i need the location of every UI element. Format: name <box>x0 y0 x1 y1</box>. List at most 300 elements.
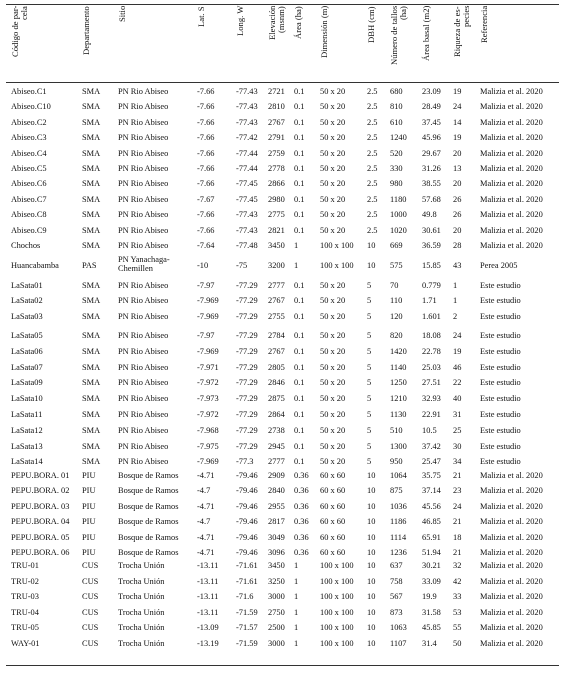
cell-department: SMA <box>82 194 101 204</box>
cell-lat: -7.973 <box>197 394 219 404</box>
cell-stem-count: 1300 <box>390 441 407 451</box>
table-row <box>0 311 567 325</box>
cell-elevation: 2791 <box>268 133 285 143</box>
cell-department: SMA <box>82 241 101 250</box>
table-row <box>0 346 567 360</box>
cell-plot-code: LaSata02 <box>11 296 43 306</box>
cell-basal-area: 25.03 <box>422 362 441 372</box>
cell-dbh: 2.5 <box>367 179 378 189</box>
cell-basal-area: 1.71 <box>422 296 437 306</box>
cell-dimension: 60 x 60 <box>320 471 346 480</box>
header-label: Riqueza de es- pecies <box>452 6 471 57</box>
cell-elevation: 2767 <box>268 346 285 356</box>
cell-reference: Malizia et al. 2020 <box>480 576 543 586</box>
cell-dbh: 10 <box>367 471 376 480</box>
table-row <box>0 409 567 423</box>
cell-plot-code: LaSata06 <box>11 346 43 356</box>
cell-basal-area: 31.26 <box>422 164 441 173</box>
cell-basal-area: 46.85 <box>422 517 441 527</box>
cell-species-richness: 18 <box>453 532 462 542</box>
cell-reference: Malizia et al. 2020 <box>480 148 543 158</box>
cell-elevation: 3000 <box>268 639 285 648</box>
cell-basal-area: 57.68 <box>422 194 441 204</box>
cell-department: SMA <box>82 394 101 404</box>
cell-site: PN Rio Abiseo <box>118 394 169 404</box>
cell-species-richness: 20 <box>453 148 462 158</box>
cell-plot-code: Huancabamba <box>11 261 59 270</box>
cell-stem-count: 330 <box>390 164 403 173</box>
cell-lat: -4.71 <box>197 501 215 511</box>
cell-reference: Malizia et al. 2020 <box>480 471 543 480</box>
cell-department: PIU <box>82 501 96 511</box>
cell-department: SMA <box>82 346 101 356</box>
cell-long: -71.59 <box>236 639 258 648</box>
table-row <box>0 86 567 100</box>
cell-stem-count: 520 <box>390 148 403 158</box>
cell-long: -71.57 <box>236 623 258 633</box>
cell-dimension: 100 x 100 <box>320 592 354 602</box>
cell-species-richness: 33 <box>453 592 462 602</box>
cell-basal-area: 18.08 <box>422 331 441 340</box>
cell-site: Bosque de Ramos <box>118 548 179 557</box>
cell-site: PN Rio Abiseo <box>118 281 169 290</box>
cell-dimension: 50 x 20 <box>320 179 346 189</box>
table-row <box>0 560 567 574</box>
cell-basal-area: 49.8 <box>422 210 437 220</box>
cell-plot-code: PEPU.BORA. 02 <box>11 486 70 496</box>
cell-department: SMA <box>82 296 101 306</box>
cell-site: PN Rio Abiseo <box>118 425 169 435</box>
cell-site: PN Rio Abiseo <box>118 346 169 356</box>
header-elevation <box>268 6 286 86</box>
cell-species-richness: 24 <box>453 501 462 511</box>
cell-species-richness: 30 <box>453 441 462 451</box>
header-dbh <box>367 6 385 86</box>
cell-department: SMA <box>82 117 101 127</box>
cell-dimension: 60 x 60 <box>320 532 346 542</box>
cell-species-richness: 19 <box>453 346 462 356</box>
cell-dimension: 60 x 60 <box>320 486 346 496</box>
cell-plot-code: LaSata11 <box>11 410 43 419</box>
cell-basal-area: 0.779 <box>422 281 441 290</box>
table-row <box>0 532 567 546</box>
cell-plot-code: Abiseo.C7 <box>11 194 47 204</box>
table-row <box>0 163 567 177</box>
cell-species-richness: 1 <box>453 296 458 306</box>
cell-lat: -10 <box>197 261 209 270</box>
cell-reference: Malizia et al. 2020 <box>480 241 543 250</box>
cell-species-richness: 32 <box>453 561 462 570</box>
cell-stem-count: 1186 <box>390 517 407 527</box>
cell-lat: -7.97 <box>197 281 215 290</box>
cell-lat: -13.11 <box>197 607 219 617</box>
cell-stem-count: 1140 <box>390 362 407 372</box>
table-row <box>0 393 567 407</box>
cell-area: 0.1 <box>294 148 305 158</box>
cell-dimension: 100 x 100 <box>320 241 354 250</box>
cell-elevation: 2866 <box>268 179 285 189</box>
header-species-richness <box>453 6 471 86</box>
cell-basal-area: 1.601 <box>422 311 441 321</box>
cell-lat: -13.19 <box>197 639 219 648</box>
cell-elevation: 2945 <box>268 441 285 451</box>
cell-reference: Malizia et al. 2020 <box>480 639 543 648</box>
cell-dimension: 50 x 20 <box>320 457 346 467</box>
cell-site: PN Rio Abiseo <box>118 87 169 96</box>
cell-basal-area: 23.09 <box>422 87 441 96</box>
cell-species-richness: 34 <box>453 457 462 467</box>
cell-department: SMA <box>82 102 101 112</box>
cell-area: 0.1 <box>294 457 305 467</box>
cell-dbh: 2.5 <box>367 164 378 173</box>
cell-basal-area: 32.93 <box>422 394 441 404</box>
cell-site: Trocha Unión <box>118 561 165 570</box>
cell-site: Trocha Unión <box>118 639 165 648</box>
cell-species-richness: 53 <box>453 607 462 617</box>
cell-area: 0.1 <box>294 296 305 306</box>
cell-dbh: 2.5 <box>367 148 378 158</box>
cell-stem-count: 980 <box>390 179 403 189</box>
cell-lat: -7.969 <box>197 346 219 356</box>
header-label: Lat. S <box>196 6 206 27</box>
cell-basal-area: 45.56 <box>422 501 441 511</box>
cell-basal-area: 10.5 <box>422 425 437 435</box>
cell-lat: -7.972 <box>197 410 219 419</box>
cell-reference: Este estudio <box>480 410 521 419</box>
cell-elevation: 2738 <box>268 425 285 435</box>
table-row <box>0 576 567 590</box>
cell-site: Bosque de Ramos <box>118 501 179 511</box>
cell-site: PN Rio Abiseo <box>118 241 169 250</box>
cell-department: SMA <box>82 410 101 419</box>
cell-dbh: 2.5 <box>367 117 378 127</box>
cell-area: 0.36 <box>294 517 309 527</box>
cell-long: -77.29 <box>236 296 258 306</box>
cell-basal-area: 30.21 <box>422 561 441 570</box>
cell-plot-code: Abiseo.C3 <box>11 133 47 143</box>
cell-reference: Malizia et al. 2020 <box>480 548 543 557</box>
cell-long: -79.46 <box>236 471 258 480</box>
cell-plot-code: TRU-03 <box>11 592 39 602</box>
cell-dimension: 50 x 20 <box>320 441 346 451</box>
cell-lat: -4.7 <box>197 486 211 496</box>
cell-basal-area: 45.85 <box>422 623 441 633</box>
header-bottom-rule <box>6 82 559 83</box>
cell-area: 0.36 <box>294 501 309 511</box>
cell-department: SMA <box>82 179 101 189</box>
cell-lat: -7.66 <box>197 133 215 143</box>
cell-dbh: 5 <box>367 296 372 306</box>
cell-species-richness: 24 <box>453 102 462 112</box>
cell-dimension: 100 x 100 <box>320 607 354 617</box>
cell-area: 0.1 <box>294 164 305 173</box>
cell-site: PN Rio Abiseo <box>118 441 169 451</box>
cell-site: PN Rio Abiseo <box>118 410 169 419</box>
cell-long: -77.29 <box>236 425 258 435</box>
cell-basal-area: 29.67 <box>422 148 441 158</box>
cell-dbh: 10 <box>367 532 376 542</box>
cell-species-richness: 21 <box>453 548 462 557</box>
cell-dbh: 10 <box>367 623 376 633</box>
cell-long: -77.44 <box>236 164 258 173</box>
cell-site: PN Rio Abiseo <box>118 148 169 158</box>
cell-basal-area: 65.91 <box>422 532 441 542</box>
cell-department: PIU <box>82 548 96 557</box>
cell-plot-code: TRU-01 <box>11 561 39 570</box>
cell-species-richness: 14 <box>453 117 462 127</box>
cell-area: 0.1 <box>294 346 305 356</box>
cell-basal-area: 36.59 <box>422 241 441 250</box>
cell-long: -77.29 <box>236 311 258 321</box>
cell-species-richness: 55 <box>453 623 462 633</box>
cell-department: SMA <box>82 281 101 290</box>
cell-area: 0.1 <box>294 87 305 96</box>
cell-dbh: 10 <box>367 517 376 527</box>
cell-dimension: 50 x 20 <box>320 117 346 127</box>
cell-dbh: 10 <box>367 576 376 586</box>
table-row <box>0 377 567 391</box>
cell-lat: -13.09 <box>197 623 219 633</box>
cell-elevation: 2775 <box>268 210 285 220</box>
cell-species-richness: 2 <box>453 311 458 321</box>
table-row <box>0 132 567 146</box>
cell-species-richness: 31 <box>453 410 462 419</box>
cell-elevation: 2909 <box>268 471 285 480</box>
cell-dbh: 5 <box>367 425 372 435</box>
cell-site: Bosque de Ramos <box>118 517 179 527</box>
cell-stem-count: 1240 <box>390 133 407 143</box>
cell-elevation: 2980 <box>268 194 285 204</box>
cell-species-richness: 25 <box>453 425 462 435</box>
cell-dimension: 60 x 60 <box>320 517 346 527</box>
cell-basal-area: 15.85 <box>422 261 441 270</box>
cell-department: SMA <box>82 210 101 220</box>
cell-reference: Este estudio <box>480 457 521 467</box>
cell-plot-code: Abiseo.C4 <box>11 148 47 158</box>
cell-lat: -7.64 <box>197 241 215 250</box>
header-lat <box>197 6 215 86</box>
cell-dimension: 50 x 20 <box>320 194 346 204</box>
cell-stem-count: 120 <box>390 311 403 321</box>
cell-long: -77.42 <box>236 133 258 143</box>
cell-reference: Malizia et al. 2020 <box>480 501 543 511</box>
cell-reference: Malizia et al. 2020 <box>480 623 543 633</box>
cell-species-richness: 26 <box>453 210 462 220</box>
cell-lat: -7.97 <box>197 331 215 340</box>
cell-stem-count: 110 <box>390 296 403 306</box>
cell-elevation: 2955 <box>268 501 285 511</box>
cell-dbh: 10 <box>367 501 376 511</box>
cell-elevation: 2821 <box>268 225 285 235</box>
cell-dbh: 5 <box>367 394 372 404</box>
cell-basal-area: 37.45 <box>422 117 441 127</box>
cell-dimension: 50 x 20 <box>320 425 346 435</box>
cell-stem-count: 1020 <box>390 225 407 235</box>
cell-species-richness: 28 <box>453 241 462 250</box>
cell-dimension: 50 x 20 <box>320 133 346 143</box>
cell-dimension: 100 x 100 <box>320 623 354 633</box>
cell-dbh: 5 <box>367 378 372 388</box>
cell-basal-area: 45.96 <box>422 133 441 143</box>
header-long <box>236 6 254 86</box>
cell-area: 0.36 <box>294 548 309 557</box>
cell-area: 1 <box>294 623 299 633</box>
cell-dbh: 5 <box>367 362 372 372</box>
cell-reference: Malizia et al. 2020 <box>480 164 543 173</box>
cell-stem-count: 1036 <box>390 501 407 511</box>
cell-stem-count: 610 <box>390 117 403 127</box>
cell-stem-count: 1063 <box>390 623 407 633</box>
header-reference <box>480 6 498 86</box>
cell-dimension: 50 x 20 <box>320 362 346 372</box>
cell-department: SMA <box>82 164 101 173</box>
cell-long: -77.29 <box>236 281 258 290</box>
cell-elevation: 2500 <box>268 623 285 633</box>
cell-area: 0.1 <box>294 194 305 204</box>
cell-department: SMA <box>82 331 101 340</box>
cell-department: SMA <box>82 148 101 158</box>
cell-basal-area: 19.9 <box>422 592 437 602</box>
cell-reference: Malizia et al. 2020 <box>480 210 543 220</box>
cell-basal-area: 51.94 <box>422 548 441 557</box>
table-bottom-rule <box>6 665 559 666</box>
cell-long: -77.29 <box>236 378 258 388</box>
cell-reference: Malizia et al. 2020 <box>480 592 543 602</box>
table-row <box>0 178 567 192</box>
table-row <box>0 485 567 499</box>
cell-species-richness: 22 <box>453 378 462 388</box>
header-label: Área basal (m2) <box>421 6 431 62</box>
cell-dbh: 5 <box>367 457 372 467</box>
cell-plot-code: Abiseo.C6 <box>11 179 47 189</box>
cell-dbh: 5 <box>367 410 372 419</box>
cell-elevation: 2767 <box>268 117 285 127</box>
cell-species-richness: 1 <box>453 281 458 290</box>
cell-reference: Perea 2005 <box>480 261 518 270</box>
cell-plot-code: Abiseo.C8 <box>11 210 47 220</box>
cell-plot-code: LaSata13 <box>11 441 43 451</box>
cell-department: CUS <box>82 576 99 586</box>
cell-species-richness: 20 <box>453 179 462 189</box>
cell-plot-code: LaSata03 <box>11 311 43 321</box>
cell-plot-code: LaSata09 <box>11 378 43 388</box>
cell-plot-code: PEPU.BORA. 01 <box>11 471 70 480</box>
cell-basal-area: 22.78 <box>422 346 441 356</box>
cell-plot-code: TRU-05 <box>11 623 39 633</box>
cell-department: SMA <box>82 362 101 372</box>
cell-area: 0.1 <box>294 179 305 189</box>
cell-lat: -7.66 <box>197 117 215 127</box>
cell-lat: -4.71 <box>197 471 215 480</box>
cell-long: -79.46 <box>236 548 258 557</box>
cell-long: -77.29 <box>236 394 258 404</box>
cell-long: -77.45 <box>236 194 258 204</box>
cell-reference: Este estudio <box>480 425 521 435</box>
cell-reference: Malizia et al. 2020 <box>480 179 543 189</box>
cell-stem-count: 1236 <box>390 548 407 557</box>
cell-reference: Malizia et al. 2020 <box>480 532 543 542</box>
cell-reference: Este estudio <box>480 394 521 404</box>
cell-basal-area: 37.42 <box>422 441 441 451</box>
cell-plot-code: Abiseo.C5 <box>11 164 47 173</box>
cell-stem-count: 1064 <box>390 471 407 480</box>
cell-site: PN Rio Abiseo <box>118 164 169 173</box>
cell-elevation: 2846 <box>268 378 285 388</box>
cell-basal-area: 38.55 <box>422 179 441 189</box>
cell-site: PN Rio Abiseo <box>118 311 169 321</box>
cell-area: 0.1 <box>294 117 305 127</box>
cell-department: CUS <box>82 592 99 602</box>
table-row <box>0 209 567 223</box>
cell-long: -77.29 <box>236 346 258 356</box>
cell-area: 0.36 <box>294 471 309 480</box>
cell-reference: Este estudio <box>480 311 521 321</box>
cell-department: SMA <box>82 225 101 235</box>
cell-area: 0.1 <box>294 394 305 404</box>
cell-elevation: 2817 <box>268 517 285 527</box>
cell-plot-code: PEPU.BORA. 05 <box>11 532 70 542</box>
cell-dbh: 5 <box>367 441 372 451</box>
cell-dimension: 100 x 100 <box>320 261 354 270</box>
header-site <box>118 6 136 86</box>
cell-long: -77.3 <box>236 457 254 467</box>
cell-site: PN Rio Abiseo <box>118 117 169 127</box>
table-top-rule <box>6 4 559 5</box>
cell-site: PN Rio Abiseo <box>118 194 169 204</box>
cell-stem-count: 1000 <box>390 210 407 220</box>
cell-elevation: 2875 <box>268 394 285 404</box>
cell-site: Bosque de Ramos <box>118 532 179 542</box>
cell-dbh: 2.5 <box>367 210 378 220</box>
cell-long: -71.6 <box>236 592 254 602</box>
cell-area: 1 <box>294 607 299 617</box>
table-row <box>0 295 567 309</box>
cell-department: PIU <box>82 532 96 542</box>
cell-plot-code: Abiseo.C9 <box>11 225 47 235</box>
cell-basal-area: 27.51 <box>422 378 441 388</box>
cell-dbh: 10 <box>367 548 376 557</box>
cell-dbh: 2.5 <box>367 102 378 112</box>
cell-dimension: 60 x 60 <box>320 501 346 511</box>
header-label: Sitio <box>117 6 127 23</box>
cell-elevation: 2864 <box>268 410 285 419</box>
cell-area: 0.1 <box>294 133 305 143</box>
cell-elevation: 2805 <box>268 362 285 372</box>
cell-dimension: 50 x 20 <box>320 378 346 388</box>
cell-long: -75 <box>236 261 248 270</box>
cell-long: -77.45 <box>236 179 258 189</box>
cell-reference: Este estudio <box>480 362 521 372</box>
cell-basal-area: 31.58 <box>422 607 441 617</box>
cell-elevation: 3200 <box>268 261 285 270</box>
table-row <box>0 470 567 484</box>
table-row <box>0 622 567 636</box>
header-department <box>82 6 100 86</box>
table-row <box>0 425 567 439</box>
cell-long: -79.46 <box>236 486 258 496</box>
cell-elevation: 3049 <box>268 532 285 542</box>
cell-long: -77.43 <box>236 210 258 220</box>
cell-dimension: 50 x 20 <box>320 281 346 290</box>
cell-lat: -7.66 <box>197 102 215 112</box>
cell-area: 0.1 <box>294 331 305 340</box>
cell-long: -77.29 <box>236 331 258 340</box>
cell-dimension: 50 x 20 <box>320 102 346 112</box>
table-row <box>0 255 567 279</box>
cell-lat: -7.971 <box>197 362 219 372</box>
cell-lat: -13.11 <box>197 576 219 586</box>
cell-elevation: 3096 <box>268 548 285 557</box>
